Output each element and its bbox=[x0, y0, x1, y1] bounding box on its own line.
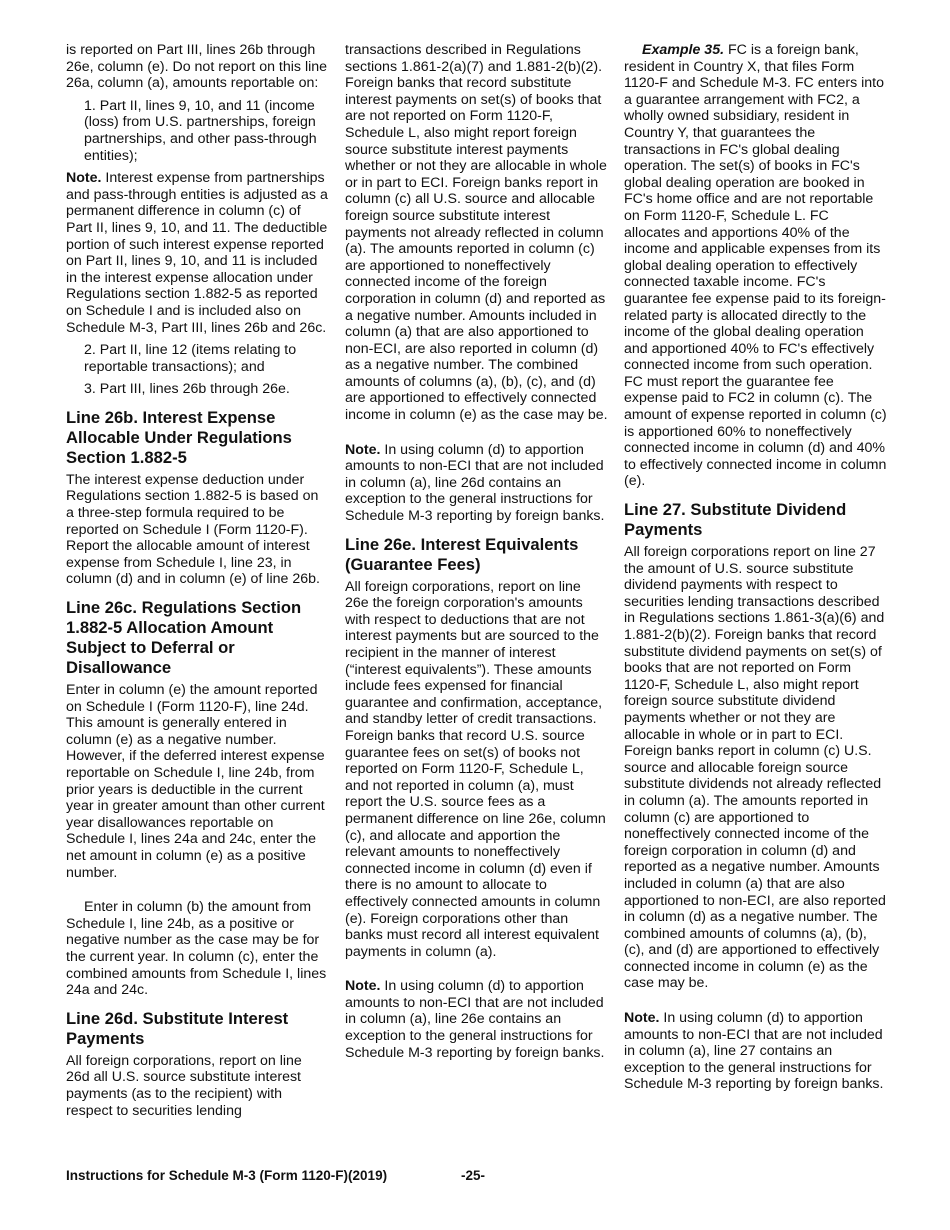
note-text: In using column (d) to apportion amounts to non-ECI that are not included in column (a), line 27 contains an exception to the general instructions for Schedule M-3 reporting by foreign banks. bbox=[624, 1010, 884, 1093]
note-label: Note. bbox=[66, 170, 102, 187]
section-heading-26d: Line 26d. Substitute Interest Payments bbox=[66, 1008, 289, 1048]
example-label: Example 35. bbox=[642, 42, 725, 58]
note bbox=[624, 1010, 888, 1093]
note bbox=[66, 170, 328, 336]
column-left bbox=[66, 42, 328, 1125]
note-text: Interest expense from partnerships and pass-through entities is adjusted as a permanent difference in column (c) of Part II, lines 9, 10, and 11. The deductible portion of such interest expense reported on Part II, lines 9, 10, and 11 is included in the interest expense allocation under Regulations section 1.882-5 as reported on Schedule I and is included also on Schedule M-3, Part III, lines 26b and 26c. bbox=[66, 170, 328, 336]
list-item: 2. Part II, line 12 (items relating to reportable transactions); and bbox=[84, 342, 297, 375]
paragraph: The interest expense deduction under Regulations section 1.882-5 is based on a three-step formula required to be reported on Schedule I (Form 1120-F). Report the allocable amount of interest expense from Schedule I, line 23, in column (d) and in column (e) of line 26b. bbox=[66, 471, 320, 588]
note-label: Note. bbox=[345, 441, 381, 458]
section-heading-26b: Line 26b. Interest Expense Allocable Under Regulations Section 1.882-5 bbox=[66, 407, 292, 467]
paragraph: transactions described in Regulations sections 1.861-2(a)(7) and 1.881-2(b)(2). Foreign banks that record substitute interest payments on set(s) of books that are not reported on Form 1120-F, Schedule L, also might report foreign source substitute interest payments whether or not they are allocable in whole or in part to ECI. Foreign banks report in column (c) all U.S. source and allocable foreign source substitute interest payments not already reflected in column (a). The amounts reported in column (c) are apportioned to noneffectively connected income of the foreign corporation in column (d) and reported as a negative number. Amounts included in column (a) that are also apportioned to non-ECI, are also reported in column (d) as a negative number. The combined amounts of columns (a), (b), (c), and (d) are apportioned to effectively connected income in column (e) as the case may be. bbox=[345, 42, 608, 424]
paragraph: Enter in column (b) the amount from Schedule I, line 24b, as a positive or negative number as the case may be for the current year. In column (c), enter the combined amounts from Schedule I, lines 24a and 24c. bbox=[66, 899, 327, 999]
column-right bbox=[624, 42, 888, 1099]
section-heading-27: Line 27. Substitute Dividend Payments bbox=[624, 500, 847, 540]
page-number: -25- bbox=[461, 1168, 486, 1183]
paragraph: Enter in column (e) the amount reported on Schedule I (Form 1120-F), line 24d. This amount is generally entered in column (e) as a negative number. However, if the deferred interest expense reportable on Schedule I, line 24b, from prior years is deductible in the current year in greater amount than other current year disallowances reportable on Schedule I, lines 24a and 24c, enter the net amount in column (e) as a positive number. bbox=[66, 682, 325, 881]
note-label: Note. bbox=[624, 1010, 660, 1027]
note-text: In using column (d) to apportion amounts to non-ECI that are not included in column (a), line 26d contains an exception to the general instructions for Schedule M-3 reporting by foreign banks. bbox=[345, 441, 605, 525]
example-text: FC is a foreign bank, resident in Country X, that files Form 1120-F and Schedule M-3. FC enters into a guarantee arrangement with FC2, a wholly owned subsidiary, resident in Country Y, that guarantees the transactions in FC's global dealing operation. The set(s) of books in FC's global dealing operation are booked in FC's home office and are not reportable on Form 1120-F, Schedule L. FC allocates and apportions 40% of the income and applicable expenses from its global dealing operation to effectively connected taxable income. FC's guarantee fee expense paid to its foreign-related party is allocated directly to the income of the global dealing operation and apportioned 40% to FC's effectively connected income from such operation. FC must report the guarantee fee expense paid to FC2 in column (c). The amount of expense reported in column (c) is apportioned 60% to noneffectively connected income in column (d) and 40% to effectively connected income in column (e). bbox=[624, 42, 887, 490]
note bbox=[345, 978, 608, 1061]
section-heading-26e: Line 26e. Interest Equivalents (Guarantee Fees) bbox=[345, 534, 579, 574]
footer-title: Instructions for Schedule M-3 (Form 1120-F)(2019) bbox=[66, 1168, 388, 1183]
example bbox=[624, 42, 888, 490]
paragraph: All foreign corporations, report on line 26d all U.S. source substitute interest payments (as to the recipient) with respect to securities lending bbox=[66, 1052, 302, 1119]
paragraph: All foreign corporations, report on line 26e the foreign corporation's amounts with respect to deductions that are not interest payments but are sourced to the recipient in the manner of interest (“interest equivalents”). These amounts include fees expensed for financial guarantee and confirmation, acceptance, and standby letter of credit transactions. Foreign banks that record U.S. source guarantee fees on set(s) of books not reported on Form 1120-F, Schedule L, and not reported in column (a), must report the U.S. source fees as a permanent difference on line 26e, column (c), and allocate and apportion the relevant amounts to noneffectively connected income in column (d) even if there is no amount to allocate to effectively connected amounts in column (e). Foreign corporations other than banks must record all interest equivalent payments in column (a). bbox=[345, 578, 606, 960]
list-item: 1. Part II, lines 9, 10, and 11 (income (loss) from U.S. partnerships, foreign partnerships, and other pass-through entities); bbox=[84, 97, 317, 164]
paragraph: is reported on Part III, lines 26b through 26e, column (e). Do not report on this line 26a, column (a), amounts reportable on: bbox=[66, 42, 328, 92]
paragraph: All foreign corporations report on line 27 the amount of U.S. source substitute dividend payments with respect to securities lending transactions described in Regulations sections 1.861-3(a)(6) and 1.881-2(b)(2). Foreign banks that record substitute dividend payments on set(s) of books that are not reported on Form 1120-F, Schedule L, also might report foreign source substitute dividend payments whether or not they are allocable in whole or in part to ECI. Foreign banks report in column (c) U.S. source and allocable foreign source substitute dividends not already reflected in column (a). The amounts reported in column (c) are apportioned to noneffectively connected income of the foreign corporation in column (d) and reported as a negative number. Amounts included in column (a) that are also apportioned to non-ECI, are also reported in column (d) as a negative number. The combined amounts of columns (a), (b), (c), and (d) are apportioned to effectively connected income in column (e) as the case may be. bbox=[624, 544, 886, 992]
note-label: Note. bbox=[345, 978, 381, 995]
note-text: In using column (d) to apportion amounts to non-ECI that are not included in column (a), line 26e contains an exception to the general instructions for Schedule M-3 reporting by foreign banks. bbox=[345, 978, 605, 1061]
note bbox=[345, 442, 608, 525]
list-item: 3. Part III, lines 26b through 26e. bbox=[84, 381, 290, 398]
section-heading-26c: Line 26c. Regulations Section 1.882-5 Allocation Amount Subject to Deferral or Disallowance bbox=[66, 598, 302, 678]
column-middle bbox=[345, 42, 608, 1067]
